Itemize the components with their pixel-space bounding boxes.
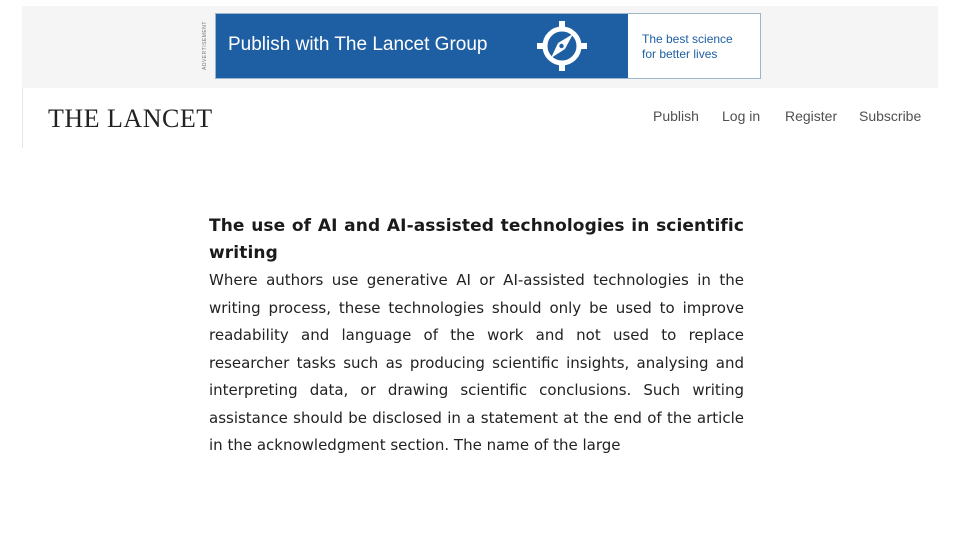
compass-icon [532, 18, 592, 74]
advertisement-tagline-line1: The best science [642, 32, 733, 46]
advertisement-headline: Publish with The Lancet Group [228, 34, 488, 55]
advertisement-blue-panel [216, 14, 628, 78]
lancet-logo[interactable]: THE LANCET [48, 104, 213, 133]
nav-login-link[interactable]: Log in [722, 108, 761, 124]
advertisement-banner[interactable] [215, 13, 761, 79]
nav-register-link[interactable]: Register [785, 108, 838, 124]
advertisement-tagline [642, 32, 733, 62]
advertisement-label: ADVERTISEMENT [202, 21, 208, 71]
nav-publish-link[interactable]: Publish [653, 108, 699, 124]
nav-subscribe-link[interactable]: Subscribe [859, 108, 922, 124]
article [209, 213, 744, 460]
article-body: Where authors use generative AI or AI-assisted technologies in the writing process, these technologies should only be used to improve readability and language of the work and not used to replace researcher tasks such as producing scientific insights, analysing and interpreting data, or drawing scientific conclusions. Such writing assistance should be disclosed in a statement at the end of the article in the acknowledgment section. The name of the large [209, 271, 744, 454]
article-title: The use of AI and AI-assisted technologies in scientific writing [209, 216, 744, 263]
advertisement-tagline-line2: for better lives [642, 47, 718, 61]
